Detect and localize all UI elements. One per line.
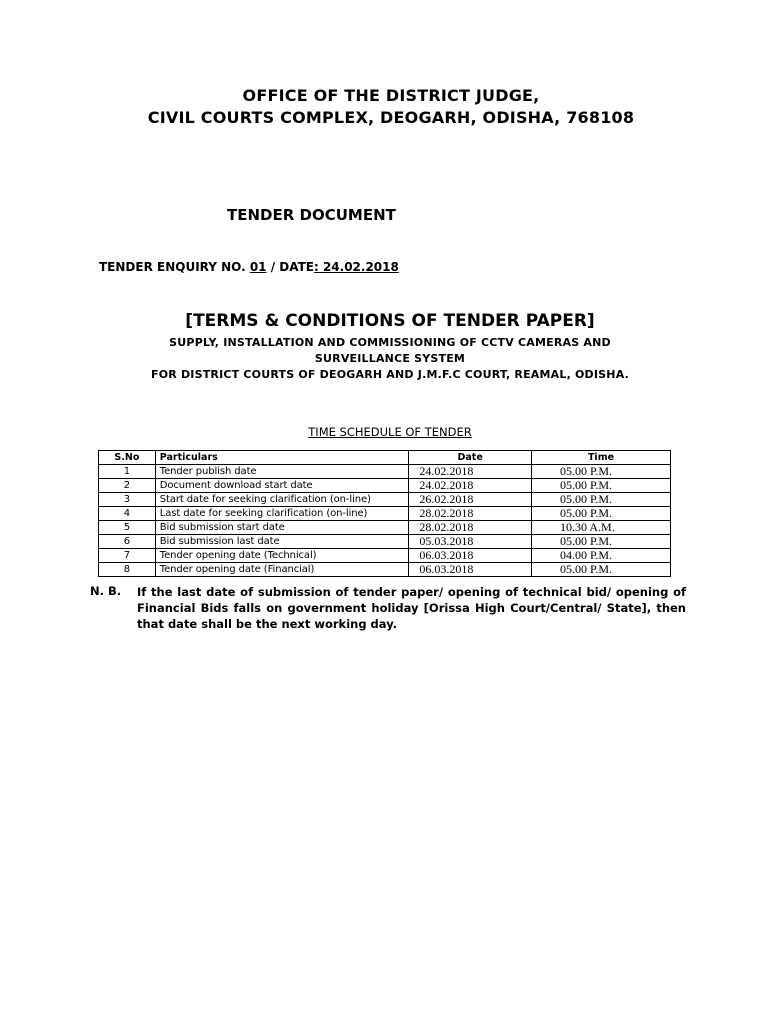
table-row bbox=[99, 563, 671, 577]
cell-date: 28.02.2018 bbox=[409, 507, 532, 521]
subject-line: FOR DISTRICT COURTS OF DEOGARH AND J.M.F.C COURT, REAMAL, ODISHA. bbox=[150, 368, 629, 381]
note-label: N. B. bbox=[90, 584, 122, 598]
cell-sno: 7 bbox=[99, 549, 156, 563]
schedule-table bbox=[98, 450, 671, 577]
table-row bbox=[99, 549, 671, 563]
cell-date: 24.02.2018 bbox=[409, 479, 532, 493]
table-row bbox=[99, 493, 671, 507]
cell-date: 06.03.2018 bbox=[409, 549, 532, 563]
cell-time: 10.30 A.M. bbox=[532, 521, 671, 535]
cell-particulars: Bid submission last date bbox=[155, 535, 409, 549]
cell-sno: 1 bbox=[99, 465, 156, 479]
cell-sno: 6 bbox=[99, 535, 156, 549]
terms-heading: [TERMS & CONDITIONS OF TENDER PAPER] bbox=[185, 311, 595, 331]
column-header-time: Time bbox=[532, 451, 671, 465]
cell-sno: 5 bbox=[99, 521, 156, 535]
table-row bbox=[99, 521, 671, 535]
cell-sno: 4 bbox=[99, 507, 156, 521]
cell-time: 05.00 P.M. bbox=[532, 465, 671, 479]
tender-enquiry-line bbox=[99, 260, 399, 274]
column-header-date: Date bbox=[409, 451, 532, 465]
cell-particulars: Tender opening date (Technical) bbox=[155, 549, 409, 563]
cell-date: 26.02.2018 bbox=[409, 493, 532, 507]
subject-line: SURVEILLANCE SYSTEM bbox=[314, 352, 466, 365]
enquiry-date: : 24.02.2018 bbox=[313, 260, 399, 274]
enquiry-prefix: TENDER ENQUIRY NO. bbox=[99, 260, 250, 274]
cell-time: 05.00 P.M. bbox=[532, 479, 671, 493]
enquiry-number: 01 bbox=[249, 260, 267, 274]
office-name-heading: OFFICE OF THE DISTRICT JUDGE, bbox=[242, 86, 540, 105]
cell-time: 05.00 P.M. bbox=[532, 563, 671, 577]
table-row bbox=[99, 535, 671, 549]
cell-time: 05.00 P.M. bbox=[532, 507, 671, 521]
document-title: TENDER DOCUMENT bbox=[227, 206, 396, 224]
schedule-heading: TIME SCHEDULE OF TENDER bbox=[308, 425, 472, 439]
cell-sno: 2 bbox=[99, 479, 156, 493]
cell-date: 05.03.2018 bbox=[409, 535, 532, 549]
office-address-heading: CIVIL COURTS COMPLEX, DEOGARH, ODISHA, 768108 bbox=[147, 108, 635, 127]
cell-particulars: Start date for seeking clarification (on-line) bbox=[155, 493, 409, 507]
cell-sno: 8 bbox=[99, 563, 156, 577]
column-header-particulars: Particulars bbox=[155, 451, 409, 465]
cell-particulars: Tender opening date (Financial) bbox=[155, 563, 409, 577]
cell-date: 28.02.2018 bbox=[409, 521, 532, 535]
cell-particulars: Tender publish date bbox=[155, 465, 409, 479]
table-row bbox=[99, 507, 671, 521]
cell-time: 05.00 P.M. bbox=[532, 493, 671, 507]
cell-date: 24.02.2018 bbox=[409, 465, 532, 479]
note-text: If the last date of submission of tender paper/ opening of technical bid/ opening of Financial Bids falls on government holiday [Orissa High Court/Central/ State], then that date shall be the next working day. bbox=[137, 585, 686, 631]
cell-time: 05.00 P.M. bbox=[532, 535, 671, 549]
subject-line: SUPPLY, INSTALLATION AND COMMISSIONING OF CCTV CAMERAS AND bbox=[169, 336, 611, 349]
enquiry-date-label: / DATE bbox=[266, 260, 314, 274]
cell-particulars: Bid submission start date bbox=[155, 521, 409, 535]
cell-particulars: Document download start date bbox=[155, 479, 409, 493]
table-header-row bbox=[99, 451, 671, 465]
cell-sno: 3 bbox=[99, 493, 156, 507]
table-row bbox=[99, 465, 671, 479]
cell-time: 04.00 P.M. bbox=[532, 549, 671, 563]
cell-particulars: Last date for seeking clarification (on-line) bbox=[155, 507, 409, 521]
column-header-sno: S.No bbox=[99, 451, 156, 465]
cell-date: 06.03.2018 bbox=[409, 563, 532, 577]
table-row bbox=[99, 479, 671, 493]
